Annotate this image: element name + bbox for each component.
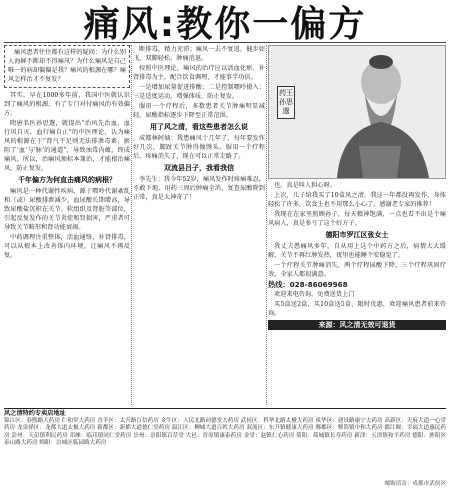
article-column-2: [133, 45, 265, 405]
portrait-label: 药王孙思邈: [277, 86, 295, 119]
photo-caption: 也。真是叫人担心呀。: [274, 182, 336, 189]
hotline-number: 028-86069968: [289, 280, 348, 289]
footer-note: 邮购请寄：成都市武侯区: [384, 481, 446, 487]
body-paragraph: 我丈夫患痛风多年，自从用上这个中药方之后，病情大大缓解，关节不再红肿发热，夜里也能睡个安稳觉了。: [268, 243, 446, 259]
hotline-line: [268, 280, 446, 290]
body-paragraph: 按照中医理论，痛风的治疗应以活血化瘀、补肾排毒为主，配合饮食调理，才能事半功倍。: [133, 65, 265, 81]
body-paragraph: 断排毒，精力充沛；痛风一去不复返，健步如飞，双脚轻松，肿痛消退。: [133, 46, 265, 62]
column-divider: [131, 45, 132, 405]
body-paragraph: 其实，早在1000多年前，我国中医就认识到了痛风的根源，有了专门对付痛风的有效偏方。: [4, 92, 130, 117]
doctor-portrait-drawing: [269, 46, 445, 178]
body-paragraph: 一是增加尿量促进排酸；二是控制嘌呤摄入；三是适度运动，增强体质，防止复发。: [133, 84, 265, 100]
store-list-heading: 风之清特约专卖店地址: [4, 409, 446, 418]
column-divider: [266, 45, 267, 405]
offer-paragraph: 买5盒送2盒，买10盒送5盒，限时优惠，欢迎痛风患者前来咨询。: [268, 301, 446, 317]
store-list-section: [4, 408, 446, 487]
body-paragraph: 隋唐名医孙思邈，就提出“治风先治血，血行风自灭，血行痛自止”的中医理论，认为痛风的根源在于“肾气不足则无法排泄毒素，瘀阻了‘血’与‘脉’的通道”，导致浊毒内蕴，终成痛风。所以，治痛风须标本兼治，才能根治痛风，防止复发。: [4, 120, 130, 172]
article-column-1: [4, 45, 130, 405]
section-heading: 用了风之清，看这些患者怎么说: [150, 123, 248, 131]
intro-box: [4, 45, 130, 88]
store-list-text: 锦江区：春熙路大药房 仁和堂大药房 青羊区：太升路百信药房 金牛区：人民北路同德堂大药房 武侯区：科华北路太极大药房 成华区：建设路康宁大药房 高新区：天府大道一心堂药房 龙泉驿区：龙都大道太极大药房 新都区：新都大道德仁堂药房 温江区：柳城大道百姓大药房 双流区：东升镇健康大药房 郫都区：郫筒镇中和大药房 都江堰：幸福大道惠民药房 彭州：天彭镇利民药房 邛崃：临邛镇同仁堂药房 崇州：崇阳镇百草堂 大邑：晋原镇康泰药房 金堂：赵镇仁心药房 简阳：简城镇长寿药房 新津：五津镇和平药房 德阳：旌阳区泰山路大药房 绵阳：涪城区临园路大药房: [4, 418, 446, 447]
headline-divider: [4, 42, 446, 43]
body-paragraph: 服用一个疗程后，多数患者关节肿痛明显减轻，尿酸指标逐步下降至正常范围。: [133, 103, 265, 119]
body-paragraph: 我现在在家里照顾孙子，每天精神饱满，一点也看不出是个痛风病人，真是多亏了这个好方子。: [268, 211, 446, 227]
doctor-portrait-image: [268, 45, 446, 179]
intro-paragraph: 痛风患者往往都有这样的疑问：为什么别人海鲜不断却不得痛风？为什么痛风是自己唯一的病却偏偏是我？痛风的根源在哪？痛风怎样治才不复发？: [8, 49, 126, 83]
hotline-prefix: 热线：: [268, 280, 290, 289]
article-column-3: [268, 45, 446, 442]
closing-banner: 来源：风之清无效可退货: [268, 320, 446, 330]
body-paragraph: 上次，儿子给我买了10盒风之清，我这一年都没再发作，身体轻松了许多，饮食上也不用那么小心了，感谢老专家的推荐！: [268, 192, 446, 208]
body-paragraph: 中药调理注重整体，活血通络，补肾排毒，可以从根本上改善体内环境，让痛风不再反复。: [4, 234, 130, 259]
page-headline: 痛风:教你一偏方: [83, 3, 367, 45]
section-heading: 千年偏方为何直击痛风的病根？: [18, 176, 116, 184]
hotline-note: 欢迎来电咨询，免费送货上门: [274, 291, 355, 298]
section-heading: 德阳市罗江区张女士: [325, 231, 389, 239]
testimonial-paragraph: 李先生：我今年52岁，痛风发作时疼痛难忍，不敢下地。用药三周后肿痛全消，复查尿酸降到正常，真是太神奇了！: [133, 176, 265, 201]
body-paragraph: 痛风是一种代谢性疾病，源于嘌呤代谢紊乱和（或）尿酸排泄减少，血尿酸长期增高，导致尿酸盐沉积在关节、软组织及肾脏等部位，引起反复发作的关节炎症和肾损害，严重者可导致关节畸形和肾功能衰竭。: [4, 188, 130, 231]
testimonial-paragraph: 成都林阿姨：我患痛风十几年了，每年要发作好几次，脚趾关节肿得像馒头。服用一个疗程后，疼痛消失了，现在可以正常走路了。: [133, 135, 265, 160]
section-heading: 双流县吕子，我看我信: [164, 164, 234, 172]
highlight-paragraph: 一个疗程关节肿痛消失，两个疗程尿酸下降，三个疗程巩固疗效，全家人都很满意。: [268, 262, 446, 278]
